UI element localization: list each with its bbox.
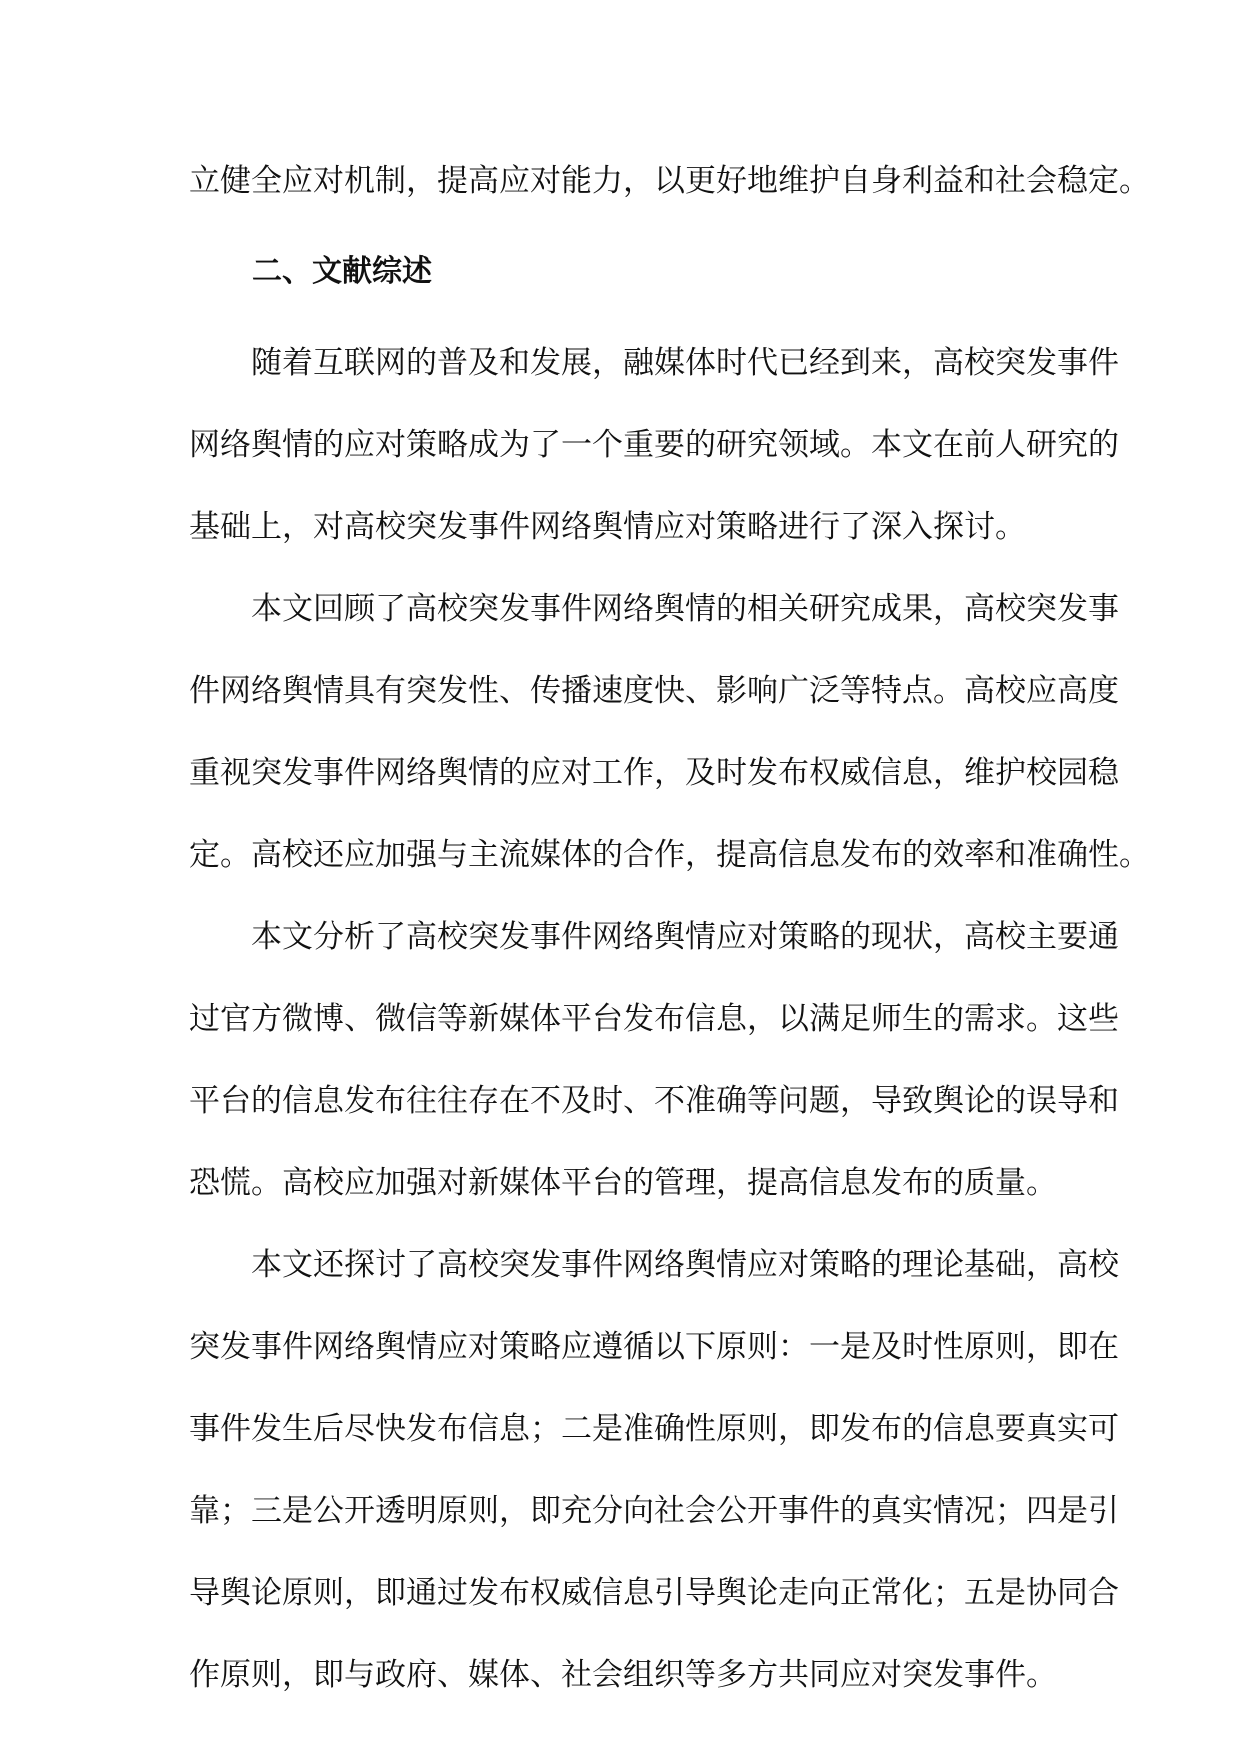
paragraph-1 <box>189 322 1119 568</box>
paragraph-line: 靠；三是公开透明原则，即充分向社会公开事件的真实情况；四是引 <box>189 1493 1119 1529</box>
paragraph-line: 平台的信息发布往往存在不及时、不准确等问题，导致舆论的误导和 <box>189 1083 1119 1119</box>
section-heading: 二、文献综述 <box>252 254 432 289</box>
paragraph-line: 网络舆情的应对策略成为了一个重要的研究领域。本文在前人研究的 <box>189 427 1119 463</box>
continuation-line: 立健全应对机制，提高应对能力，以更好地维护自身利益和社会稳定。 <box>189 163 1150 199</box>
paragraph-line: 本文分析了高校突发事件网络舆情应对策略的现状，高校主要通 <box>251 919 1119 955</box>
paragraph-line: 随着互联网的普及和发展，融媒体时代已经到来，高校突发事件 <box>251 345 1119 381</box>
paragraph-line: 基础上，对高校突发事件网络舆情应对策略进行了深入探讨。 <box>189 509 1026 545</box>
paragraph-line: 突发事件网络舆情应对策略应遵循以下原则：一是及时性原则，即在 <box>189 1329 1119 1365</box>
paragraph-line: 件网络舆情具有突发性、传播速度快、影响广泛等特点。高校应高度 <box>189 673 1119 709</box>
paragraph-4 <box>189 1224 1119 1716</box>
paragraph-line: 定。高校还应加强与主流媒体的合作，提高信息发布的效率和准确性。 <box>189 837 1150 873</box>
paragraph-line: 恐慌。高校应加强对新媒体平台的管理，提高信息发布的质量。 <box>189 1165 1057 1201</box>
paragraph-line: 本文回顾了高校突发事件网络舆情的相关研究成果，高校突发事 <box>251 591 1119 627</box>
paragraph-line: 本文还探讨了高校突发事件网络舆情应对策略的理论基础，高校 <box>251 1247 1119 1283</box>
paragraph-line: 重视突发事件网络舆情的应对工作，及时发布权威信息，维护校园稳 <box>189 755 1119 791</box>
paragraph-line: 过官方微博、微信等新媒体平台发布信息，以满足师生的需求。这些 <box>189 1001 1119 1037</box>
paragraph-line: 导舆论原则，即通过发布权威信息引导舆论走向正常化；五是协同合 <box>189 1575 1119 1611</box>
paragraph-line: 作原则，即与政府、媒体、社会组织等多方共同应对突发事件。 <box>189 1657 1057 1693</box>
paragraph-2 <box>189 568 1150 896</box>
paragraph-line: 事件发生后尽快发布信息；二是准确性原则，即发布的信息要真实可 <box>189 1411 1119 1447</box>
page-content <box>189 140 1150 1716</box>
paragraph-3 <box>189 896 1119 1224</box>
